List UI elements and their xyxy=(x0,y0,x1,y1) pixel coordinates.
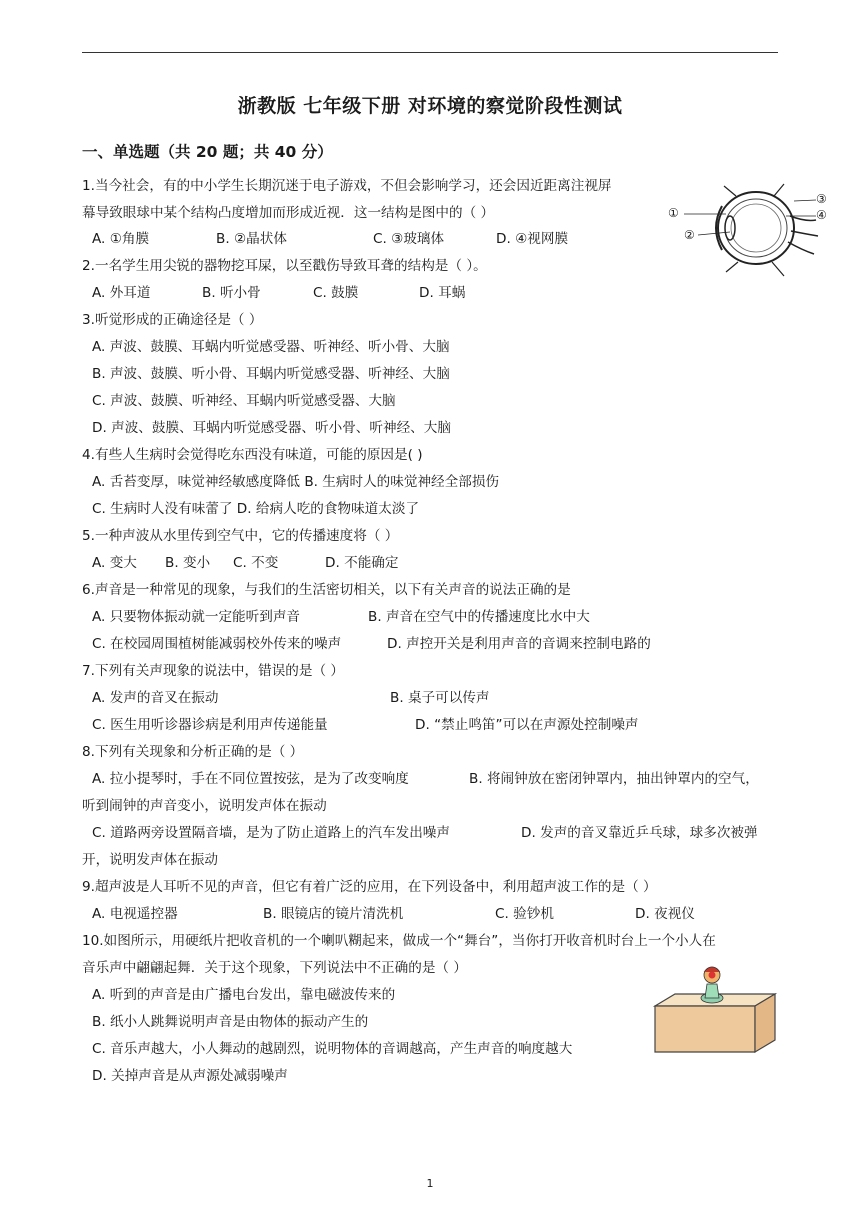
question-5-option-a: A. 变大 xyxy=(92,555,137,571)
eye-label-2: ② xyxy=(684,228,695,242)
page-title: 浙教版 七年级下册 对环境的察觉阶段性测试 xyxy=(237,95,623,117)
eye-diagram xyxy=(666,176,836,286)
question-8-option-d: D. 发声的音叉靠近乒乓球，球多次被弹 xyxy=(521,825,758,841)
question-1-option-c: C. ③玻璃体 xyxy=(373,231,445,247)
eye-label-3: ③ xyxy=(816,192,827,206)
question-3-stem: 3.听觉形成的正确途径是（ ） xyxy=(82,312,263,328)
question-10-option-b: B. 纸小人跳舞说明声音是由物体的振动产生的 xyxy=(92,1014,369,1030)
question-7-option-a: A. 发声的音叉在振动 xyxy=(92,690,219,706)
question-2-option-a: A. 外耳道 xyxy=(92,285,151,301)
paper-stage-figure xyxy=(652,960,778,1060)
question-3-option-b: B. 声波、鼓膜、听小骨、耳蜗内听觉感受器、听神经、大脑 xyxy=(92,366,450,382)
question-9-option-b: B. 眼镜店的镜片清洗机 xyxy=(263,906,404,922)
section-heading: 一、单选题（共 20 题；共 40 分） xyxy=(82,143,333,161)
question-5-option-b: B. 变小 xyxy=(165,555,211,571)
question-1-option-b: B. ②晶状体 xyxy=(216,231,287,247)
question-7-option-d: D. “禁止鸣笛”可以在声源处控制噪声 xyxy=(415,717,639,733)
question-5-stem: 5.一种声波从水里传到空气中，它的传播速度将（ ） xyxy=(82,528,399,544)
question-2-option-d: D. 耳蜗 xyxy=(419,285,466,301)
question-9-option-d: D. 夜视仪 xyxy=(635,906,695,922)
question-4-stem: 4.有些人生病时会觉得吃东西没有味道，可能的原因是( ) xyxy=(82,447,423,463)
question-9-option-a: A. 电视遥控器 xyxy=(92,906,178,922)
header-rule xyxy=(82,52,778,53)
question-7-option-c: C. 医生用听诊器诊病是利用声传递能量 xyxy=(92,717,328,733)
question-2-stem: 2.一名学生用尖锐的器物挖耳屎，以至戳伤导致耳聋的结构是（ ）。 xyxy=(82,258,487,274)
question-8-option-d-cont: 开，说明发声体在振动 xyxy=(82,852,218,868)
question-3-option-c: C. 声波、鼓膜、听神经、耳蜗内听觉感受器、大脑 xyxy=(92,393,396,409)
page-number: 1 xyxy=(426,1177,434,1190)
question-10-option-c: C. 音乐声越大，小人舞动的越剧烈，说明物体的音调越高，产生声音的响度越大 xyxy=(92,1041,573,1057)
question-8-option-b: B. 将闹钟放在密闭钟罩内，抽出钟罩内的空气， xyxy=(469,771,759,787)
eye-label-1: ① xyxy=(668,206,679,220)
question-1-stem-line-1: 1.当今社会，有的中小学生长期沉迷于电子游戏，不但会影响学习，还会因近距离注视屏 xyxy=(82,178,612,194)
question-10-option-d: D. 关掉声音是从声源处减弱噪声 xyxy=(92,1068,288,1084)
question-5-option-c: C. 不变 xyxy=(233,555,279,571)
question-6-option-c: C. 在校园周围植树能减弱校外传来的噪声 xyxy=(92,636,342,652)
question-8-stem: 8.下列有关现象和分析正确的是（ ） xyxy=(82,744,304,760)
question-8-option-c: C. 道路两旁设置隔音墙，是为了防止道路上的汽车发出噪声 xyxy=(92,825,450,841)
question-1-option-a: A. ①角膜 xyxy=(92,231,150,247)
question-6-option-b: B. 声音在空气中的传播速度比水中大 xyxy=(368,609,590,625)
question-10-option-a: A. 听到的声音是由广播电台发出，靠电磁波传来的 xyxy=(92,987,396,1003)
question-2-option-c: C. 鼓膜 xyxy=(313,285,359,301)
question-4-option-cd: C. 生病时人没有味蕾了 D. 给病人吃的食物味道太淡了 xyxy=(92,501,420,517)
question-4-option-ab: A. 舌苔变厚，味觉神经敏感度降低 B. 生病时人的味觉神经全部损伤 xyxy=(92,474,500,490)
question-6-option-d: D. 声控开关是利用声音的音调来控制电路的 xyxy=(387,636,651,652)
question-5-option-d: D. 不能确定 xyxy=(325,555,399,571)
question-1-option-d: D. ④视网膜 xyxy=(496,231,569,247)
question-8-option-b-cont: 听到闹钟的声音变小，说明发声体在振动 xyxy=(82,798,327,814)
question-6-option-a: A. 只要物体振动就一定能听到声音 xyxy=(92,609,301,625)
question-3-option-d: D. 声波、鼓膜、耳蜗内听觉感受器、听小骨、听神经、大脑 xyxy=(92,420,451,436)
question-1-stem-line-2: 幕导致眼球中某个结构凸度增加而形成近视．这一结构是图中的（ ） xyxy=(82,205,495,221)
question-7-stem: 7.下列有关声现象的说法中，错误的是（ ） xyxy=(82,663,344,679)
question-3-option-a: A. 声波、鼓膜、耳蜗内听觉感受器、听神经、听小骨、大脑 xyxy=(92,339,450,355)
question-10-stem-line-1: 10.如图所示，用硬纸片把收音机的一个喇叭糊起来，做成一个“舞台”，当你打开收音机时台上一个小人在 xyxy=(82,933,716,949)
question-9-option-c: C. 验钞机 xyxy=(495,906,554,922)
question-7-option-b: B. 桌子可以传声 xyxy=(390,690,490,706)
question-9-stem: 9.超声波是人耳听不见的声音，但它有着广泛的应用，在下列设备中，利用超声波工作的是（ ） xyxy=(82,879,657,895)
question-2-option-b: B. 听小骨 xyxy=(202,285,261,301)
question-10-stem-line-2: 音乐声中翩翩起舞．关于这个现象，下列说法中不正确的是（ ） xyxy=(82,960,467,976)
question-6-stem: 6.声音是一种常见的现象，与我们的生活密切相关，以下有关声音的说法正确的是 xyxy=(82,582,571,598)
question-8-option-a: A. 拉小提琴时，手在不同位置按弦，是为了改变响度 xyxy=(92,771,409,787)
eye-label-4: ④ xyxy=(816,208,827,222)
